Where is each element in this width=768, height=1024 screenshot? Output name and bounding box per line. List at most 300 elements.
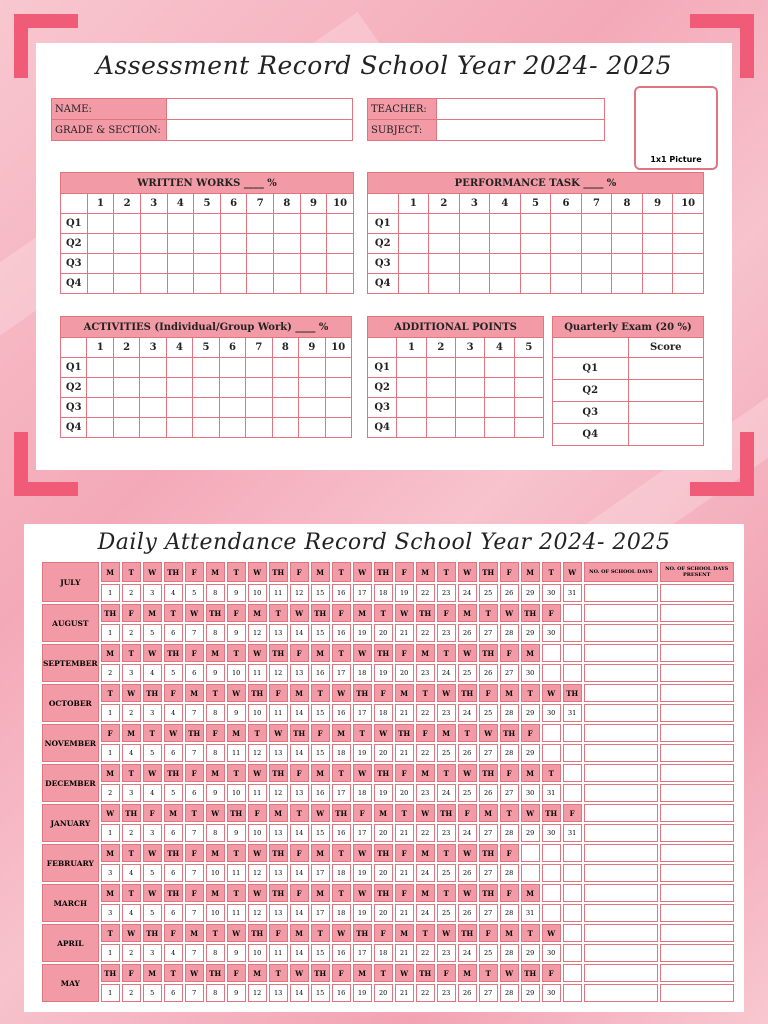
date-cell[interactable]: 9 (206, 784, 225, 802)
date-cell[interactable]: 13 (269, 984, 288, 1002)
score-cell[interactable] (247, 274, 274, 294)
date-cell[interactable]: 9 (227, 824, 246, 842)
date-cell[interactable]: 28 (500, 864, 519, 882)
date-cell[interactable]: 25 (479, 944, 498, 962)
date-cell[interactable]: 10 (248, 584, 267, 602)
score-cell[interactable] (325, 378, 351, 398)
score-cell[interactable] (429, 254, 460, 274)
score-cell[interactable] (455, 378, 484, 398)
date-cell[interactable]: 18 (332, 744, 351, 762)
score-cell[interactable] (87, 398, 113, 418)
score-cell[interactable] (397, 418, 426, 438)
date-cell[interactable]: 15 (311, 984, 330, 1002)
date-cell[interactable]: 24 (458, 584, 477, 602)
days-present-cell[interactable] (660, 904, 734, 922)
date-cell[interactable]: 14 (290, 944, 309, 962)
days-present-cell[interactable] (660, 644, 734, 662)
score-cell[interactable] (193, 418, 219, 438)
date-cell[interactable]: 28 (500, 984, 519, 1002)
date-cell[interactable]: 4 (143, 784, 162, 802)
score-cell[interactable] (219, 358, 245, 378)
date-cell[interactable]: 2 (122, 584, 141, 602)
score-cell[interactable] (490, 274, 521, 294)
date-cell[interactable]: 21 (395, 824, 414, 842)
score-cell[interactable] (140, 234, 167, 254)
score-cell[interactable] (673, 234, 704, 254)
date-cell[interactable]: 15 (311, 624, 330, 642)
date-cell[interactable]: 24 (416, 864, 435, 882)
date-cell[interactable]: 27 (479, 824, 498, 842)
date-cell[interactable]: 2 (101, 784, 120, 802)
score-cell[interactable] (246, 418, 272, 438)
date-cell[interactable]: 4 (122, 904, 141, 922)
date-cell[interactable]: 15 (311, 744, 330, 762)
date-cell[interactable]: 26 (458, 624, 477, 642)
days-present-cell[interactable] (660, 664, 734, 682)
date-cell[interactable]: 3 (143, 944, 162, 962)
days-present-cell[interactable] (660, 764, 734, 782)
date-cell[interactable]: 13 (269, 904, 288, 922)
date-cell[interactable]: 8 (206, 704, 225, 722)
score-cell[interactable] (247, 214, 274, 234)
date-cell[interactable]: 1 (101, 984, 120, 1002)
date-cell[interactable]: 23 (437, 624, 456, 642)
date-cell[interactable]: 27 (500, 664, 519, 682)
date-cell[interactable]: 25 (479, 704, 498, 722)
score-cell[interactable] (520, 214, 551, 234)
date-cell[interactable]: 31 (542, 784, 561, 802)
date-cell[interactable]: 8 (206, 584, 225, 602)
date-cell[interactable]: 30 (542, 704, 561, 722)
score-cell[interactable] (520, 274, 551, 294)
date-cell[interactable]: 22 (416, 744, 435, 762)
date-cell[interactable]: 23 (437, 824, 456, 842)
date-cell[interactable]: 6 (185, 664, 204, 682)
date-cell[interactable]: 13 (290, 664, 309, 682)
date-cell[interactable]: 18 (374, 704, 393, 722)
school-days-cell[interactable] (584, 864, 658, 882)
score-cell[interactable] (220, 234, 247, 254)
date-cell[interactable]: 8 (206, 824, 225, 842)
date-cell[interactable]: 14 (290, 904, 309, 922)
date-cell[interactable]: 10 (248, 824, 267, 842)
date-cell[interactable]: 17 (332, 664, 351, 682)
score-cell[interactable] (551, 234, 582, 254)
school-days-cell[interactable] (584, 724, 658, 742)
date-cell[interactable]: 11 (269, 944, 288, 962)
school-days-cell[interactable] (584, 744, 658, 762)
date-cell[interactable]: 18 (353, 784, 372, 802)
teacher-field[interactable] (437, 99, 605, 120)
date-cell[interactable]: 23 (416, 784, 435, 802)
score-cell[interactable] (300, 234, 327, 254)
score-cell[interactable] (612, 234, 643, 254)
date-cell[interactable]: 30 (542, 584, 561, 602)
date-cell[interactable]: 9 (227, 984, 246, 1002)
score-cell[interactable] (398, 274, 429, 294)
date-cell[interactable]: 25 (458, 784, 477, 802)
date-cell[interactable]: 16 (311, 664, 330, 682)
date-cell[interactable]: 6 (164, 864, 183, 882)
date-cell[interactable]: 23 (437, 984, 456, 1002)
date-cell[interactable]: 17 (353, 584, 372, 602)
date-cell[interactable]: 22 (416, 984, 435, 1002)
school-days-cell[interactable] (584, 804, 658, 822)
date-cell[interactable]: 3 (143, 584, 162, 602)
date-cell[interactable]: 21 (395, 744, 414, 762)
date-cell[interactable]: 24 (458, 704, 477, 722)
score-cell[interactable] (490, 234, 521, 254)
date-cell[interactable]: 9 (227, 584, 246, 602)
score-cell[interactable] (246, 378, 272, 398)
date-cell[interactable]: 13 (269, 624, 288, 642)
date-cell[interactable]: 30 (521, 664, 540, 682)
score-cell[interactable] (193, 358, 219, 378)
date-cell[interactable]: 21 (395, 904, 414, 922)
date-cell[interactable]: 25 (437, 744, 456, 762)
date-cell[interactable]: 18 (374, 584, 393, 602)
date-cell[interactable]: 18 (353, 664, 372, 682)
date-cell[interactable]: 10 (227, 664, 246, 682)
date-cell[interactable]: 9 (206, 664, 225, 682)
score-cell[interactable] (194, 214, 221, 234)
score-cell[interactable] (459, 274, 490, 294)
date-cell[interactable]: 20 (374, 824, 393, 842)
date-cell[interactable]: 21 (395, 864, 414, 882)
date-cell[interactable]: 26 (458, 744, 477, 762)
picture-box[interactable] (634, 86, 718, 170)
school-days-cell[interactable] (584, 784, 658, 802)
date-cell[interactable]: 21 (395, 624, 414, 642)
date-cell[interactable]: 13 (290, 784, 309, 802)
date-cell[interactable]: 21 (395, 984, 414, 1002)
score-cell[interactable] (429, 274, 460, 294)
date-cell[interactable]: 30 (542, 624, 561, 642)
date-cell[interactable]: 27 (479, 904, 498, 922)
score-cell[interactable] (167, 254, 194, 274)
school-days-cell[interactable] (584, 624, 658, 642)
date-cell[interactable]: 1 (101, 584, 120, 602)
date-cell[interactable]: 22 (416, 944, 435, 962)
school-days-cell[interactable] (584, 904, 658, 922)
date-cell[interactable]: 28 (500, 624, 519, 642)
score-cell[interactable] (220, 254, 247, 274)
score-cell[interactable] (114, 254, 141, 274)
date-cell[interactable]: 26 (479, 664, 498, 682)
date-cell[interactable]: 2 (122, 944, 141, 962)
date-cell[interactable]: 14 (290, 864, 309, 882)
score-cell[interactable] (612, 254, 643, 274)
score-cell[interactable] (220, 214, 247, 234)
score-cell[interactable] (113, 418, 139, 438)
date-cell[interactable]: 26 (500, 584, 519, 602)
score-cell[interactable] (167, 234, 194, 254)
date-cell[interactable]: 5 (143, 904, 162, 922)
days-present-cell[interactable] (660, 924, 734, 942)
score-cell[interactable] (327, 254, 354, 274)
school-days-cell[interactable] (584, 844, 658, 862)
days-present-cell[interactable] (660, 724, 734, 742)
date-cell[interactable]: 6 (164, 984, 183, 1002)
date-cell[interactable]: 21 (395, 944, 414, 962)
score-cell[interactable] (166, 418, 192, 438)
date-cell[interactable]: 29 (521, 984, 540, 1002)
score-cell[interactable] (459, 254, 490, 274)
date-cell[interactable]: 16 (332, 944, 351, 962)
date-cell[interactable]: 4 (164, 584, 183, 602)
date-cell[interactable]: 16 (332, 984, 351, 1002)
date-cell[interactable]: 17 (332, 784, 351, 802)
date-cell[interactable]: 11 (269, 584, 288, 602)
school-days-cell[interactable] (584, 984, 658, 1002)
date-cell[interactable]: 22 (416, 704, 435, 722)
date-cell[interactable]: 28 (500, 744, 519, 762)
date-cell[interactable]: 2 (122, 624, 141, 642)
score-cell[interactable] (612, 214, 643, 234)
date-cell[interactable]: 8 (206, 744, 225, 762)
days-present-cell[interactable] (660, 784, 734, 802)
date-cell[interactable]: 6 (164, 904, 183, 922)
score-cell[interactable] (272, 418, 298, 438)
grade-section-field[interactable] (167, 120, 353, 141)
date-cell[interactable]: 17 (353, 704, 372, 722)
date-cell[interactable]: 29 (521, 944, 540, 962)
score-cell[interactable] (327, 274, 354, 294)
school-days-cell[interactable] (584, 664, 658, 682)
date-cell[interactable]: 11 (248, 784, 267, 802)
date-cell[interactable]: 12 (248, 904, 267, 922)
date-cell[interactable]: 10 (206, 864, 225, 882)
score-cell[interactable] (114, 274, 141, 294)
score-cell[interactable] (166, 358, 192, 378)
date-cell[interactable]: 23 (416, 664, 435, 682)
date-cell[interactable]: 20 (374, 864, 393, 882)
date-cell[interactable]: 22 (416, 624, 435, 642)
date-cell[interactable]: 4 (122, 864, 141, 882)
date-cell[interactable]: 16 (311, 784, 330, 802)
date-cell[interactable]: 20 (395, 664, 414, 682)
score-cell[interactable] (219, 378, 245, 398)
date-cell[interactable]: 1 (101, 744, 120, 762)
date-cell[interactable]: 20 (395, 784, 414, 802)
date-cell[interactable]: 7 (185, 944, 204, 962)
date-cell[interactable]: 30 (542, 984, 561, 1002)
score-cell[interactable] (87, 234, 114, 254)
date-cell[interactable]: 2 (101, 664, 120, 682)
score-cell[interactable] (581, 254, 612, 274)
score-cell[interactable] (514, 418, 543, 438)
date-cell[interactable]: 25 (437, 904, 456, 922)
school-days-cell[interactable] (584, 704, 658, 722)
score-cell[interactable] (87, 214, 114, 234)
score-cell[interactable] (459, 234, 490, 254)
school-days-cell[interactable] (584, 944, 658, 962)
score-cell[interactable] (114, 214, 141, 234)
score-cell[interactable] (429, 234, 460, 254)
score-cell[interactable] (642, 234, 673, 254)
score-cell[interactable] (219, 398, 245, 418)
date-cell[interactable]: 27 (479, 744, 498, 762)
date-cell[interactable]: 7 (185, 624, 204, 642)
score-cell[interactable] (514, 378, 543, 398)
score-cell[interactable] (167, 214, 194, 234)
score-cell[interactable] (485, 418, 514, 438)
date-cell[interactable]: 13 (269, 864, 288, 882)
score-cell[interactable] (247, 234, 274, 254)
date-cell[interactable]: 10 (227, 784, 246, 802)
date-cell[interactable]: 18 (332, 864, 351, 882)
score-cell[interactable] (551, 274, 582, 294)
date-cell[interactable]: 2 (122, 824, 141, 842)
date-cell[interactable]: 29 (521, 744, 540, 762)
date-cell[interactable]: 28 (500, 824, 519, 842)
date-cell[interactable]: 4 (164, 944, 183, 962)
score-cell[interactable] (272, 358, 298, 378)
score-cell[interactable] (113, 358, 139, 378)
date-cell[interactable]: 11 (227, 864, 246, 882)
score-cell[interactable] (485, 378, 514, 398)
score-cell[interactable] (299, 378, 325, 398)
score-cell[interactable] (246, 398, 272, 418)
date-cell[interactable]: 8 (206, 944, 225, 962)
date-cell[interactable]: 11 (227, 744, 246, 762)
date-cell[interactable]: 4 (143, 664, 162, 682)
date-cell[interactable]: 23 (437, 584, 456, 602)
date-cell[interactable]: 7 (185, 744, 204, 762)
days-present-cell[interactable] (660, 584, 734, 602)
date-cell[interactable]: 17 (311, 904, 330, 922)
date-cell[interactable]: 21 (395, 704, 414, 722)
date-cell[interactable]: 24 (458, 944, 477, 962)
date-cell[interactable]: 3 (143, 824, 162, 842)
score-cell[interactable] (642, 254, 673, 274)
days-present-cell[interactable] (660, 984, 734, 1002)
score-cell[interactable] (426, 418, 455, 438)
date-cell[interactable]: 26 (458, 984, 477, 1002)
date-cell[interactable]: 5 (143, 744, 162, 762)
score-cell[interactable] (490, 254, 521, 274)
score-cell[interactable] (193, 378, 219, 398)
score-cell[interactable] (455, 358, 484, 378)
score-cell[interactable] (551, 254, 582, 274)
score-cell[interactable] (429, 214, 460, 234)
score-cell[interactable] (87, 274, 114, 294)
days-present-cell[interactable] (660, 804, 734, 822)
score-cell[interactable] (87, 358, 113, 378)
date-cell[interactable]: 14 (290, 704, 309, 722)
score-cell[interactable] (673, 254, 704, 274)
score-cell[interactable] (300, 214, 327, 234)
score-cell[interactable] (140, 398, 166, 418)
score-cell[interactable] (272, 378, 298, 398)
date-cell[interactable]: 6 (164, 824, 183, 842)
date-cell[interactable]: 3 (143, 704, 162, 722)
score-cell[interactable] (274, 254, 301, 274)
date-cell[interactable]: 10 (248, 944, 267, 962)
score-cell[interactable] (581, 274, 612, 294)
date-cell[interactable]: 1 (101, 824, 120, 842)
date-cell[interactable]: 24 (437, 664, 456, 682)
date-cell[interactable]: 26 (458, 864, 477, 882)
date-cell[interactable]: 30 (542, 824, 561, 842)
school-days-cell[interactable] (584, 684, 658, 702)
school-days-cell[interactable] (584, 604, 658, 622)
score-cell[interactable] (485, 398, 514, 418)
date-cell[interactable]: 31 (563, 704, 582, 722)
date-cell[interactable]: 29 (521, 824, 540, 842)
score-cell[interactable] (485, 358, 514, 378)
date-cell[interactable]: 16 (332, 624, 351, 642)
date-cell[interactable]: 24 (437, 784, 456, 802)
date-cell[interactable]: 24 (416, 904, 435, 922)
date-cell[interactable]: 26 (458, 904, 477, 922)
date-cell[interactable]: 12 (248, 624, 267, 642)
date-cell[interactable]: 27 (479, 624, 498, 642)
score-cell[interactable] (426, 398, 455, 418)
score-cell[interactable] (113, 378, 139, 398)
score-cell[interactable] (113, 398, 139, 418)
days-present-cell[interactable] (660, 884, 734, 902)
score-cell[interactable] (299, 358, 325, 378)
date-cell[interactable]: 3 (122, 664, 141, 682)
score-cell[interactable] (140, 214, 167, 234)
date-cell[interactable]: 4 (122, 744, 141, 762)
score-cell[interactable] (642, 274, 673, 294)
school-days-cell[interactable] (584, 924, 658, 942)
score-cell[interactable] (325, 358, 351, 378)
date-cell[interactable]: 28 (500, 704, 519, 722)
date-cell[interactable]: 14 (290, 744, 309, 762)
date-cell[interactable]: 5 (164, 664, 183, 682)
school-days-cell[interactable] (584, 764, 658, 782)
score-cell[interactable] (194, 234, 221, 254)
date-cell[interactable]: 6 (164, 744, 183, 762)
date-cell[interactable]: 31 (563, 824, 582, 842)
subject-field[interactable] (437, 120, 605, 141)
date-cell[interactable]: 27 (479, 984, 498, 1002)
school-days-cell[interactable] (584, 884, 658, 902)
date-cell[interactable]: 17 (311, 864, 330, 882)
date-cell[interactable]: 28 (500, 944, 519, 962)
score-cell[interactable] (397, 398, 426, 418)
date-cell[interactable]: 25 (437, 864, 456, 882)
date-cell[interactable]: 10 (248, 704, 267, 722)
date-cell[interactable]: 20 (374, 744, 393, 762)
date-cell[interactable]: 22 (416, 584, 435, 602)
date-cell[interactable]: 12 (269, 664, 288, 682)
date-cell[interactable]: 19 (353, 904, 372, 922)
score-cell[interactable] (520, 254, 551, 274)
date-cell[interactable]: 12 (269, 784, 288, 802)
date-cell[interactable]: 10 (206, 904, 225, 922)
date-cell[interactable]: 29 (521, 624, 540, 642)
score-cell[interactable] (140, 378, 166, 398)
date-cell[interactable]: 5 (143, 984, 162, 1002)
score-cell[interactable] (327, 214, 354, 234)
score-cell[interactable] (520, 234, 551, 254)
date-cell[interactable]: 2 (122, 984, 141, 1002)
date-cell[interactable]: 7 (185, 904, 204, 922)
score-cell[interactable] (673, 214, 704, 234)
days-present-cell[interactable] (660, 684, 734, 702)
date-cell[interactable]: 31 (563, 584, 582, 602)
date-cell[interactable]: 1 (101, 944, 120, 962)
date-cell[interactable]: 5 (143, 624, 162, 642)
date-cell[interactable]: 19 (353, 864, 372, 882)
days-present-cell[interactable] (660, 864, 734, 882)
exam-score-cell[interactable] (628, 380, 704, 402)
days-present-cell[interactable] (660, 844, 734, 862)
